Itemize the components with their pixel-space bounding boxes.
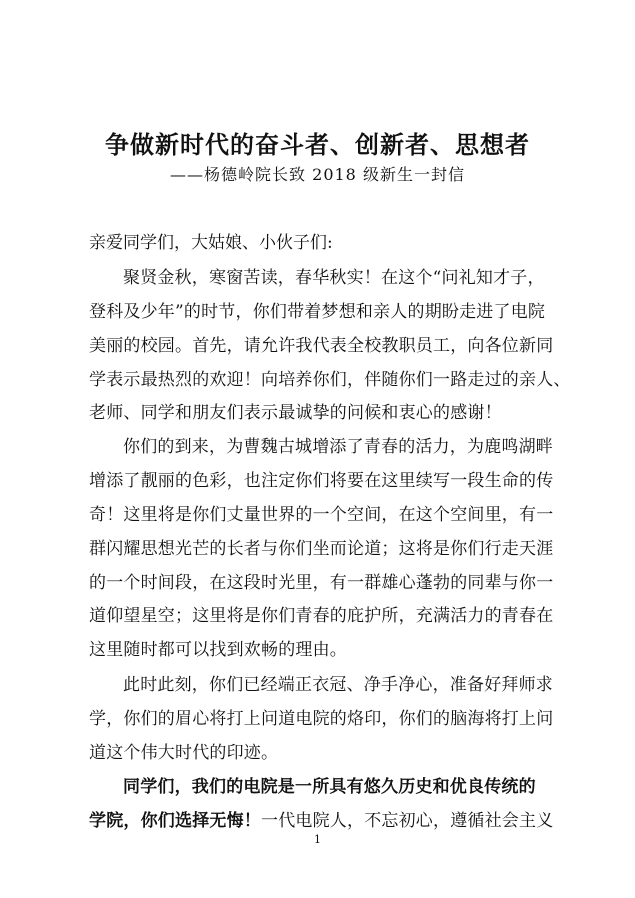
paragraph-1-line-5: 老师、同学和朋友们表示最诚挚的问候和衷心的感谢！ (89, 403, 502, 423)
paragraph-2-line-6: 道仰望星空；这里将是你们青春的庇护所，充满活力的青春在 (89, 606, 554, 626)
paragraph-2-line-1: 你们的到来，为曹魏古城增添了青春的活力，为鹿鸣湖畔 (123, 437, 553, 457)
paragraph-4-line-1: 同学们，我们的电院是一所具有悠久历史和优良传统的 (123, 777, 536, 797)
salutation: 亲爱同学们，大姑娘、小伙子们: (89, 233, 333, 253)
paragraph-3-line-3: 道这个伟大时代的印迹。 (89, 743, 279, 763)
paragraph-3-line-2: 学，你们的眉心将打上问道电院的烙印，你们的脑海将打上问 (89, 709, 554, 729)
paragraph-1-line-3: 美丽的校园。首先，请允许我代表全校教职员工，向各位新同 (89, 336, 554, 356)
paragraph-2-line-4: 群闪耀思想光芒的长者与你们坐而论道；这将是你们行走天涯 (89, 539, 554, 559)
paragraph-4-line-2 (89, 806, 553, 831)
paragraph-1-line-4: 学表示最热烈的欢迎！向培养你们，伴随你们一路走过的亲人、 (89, 370, 571, 390)
paragraph-1-line-1: 聚贤金秋，寒窗苦读，春华秋实！在这个“问礼知才子， (123, 268, 545, 288)
page-number: 1 (314, 833, 321, 846)
document-subtitle: ——杨德岭院长致 2018 级新生一封信 (170, 165, 465, 184)
paragraph-2-line-3: 奇！这里将是你们丈量世界的一个空间，在这个空间里，有一 (89, 505, 554, 525)
paragraph-1-line-2: 登科及少年”的时节，你们带着梦想和亲人的期盼走进了电院 (89, 302, 546, 322)
paragraph-3-line-1: 此时此刻，你们已经端正衣冠、净手净心，准备好拜师求 (123, 675, 553, 695)
paragraph-4-line-2-bold: 学院，你们选择无悔！ (89, 811, 261, 831)
paragraph-4-line-2-rest: 一代电院人，不忘初心，遵循社会主义 (261, 811, 554, 831)
paragraph-2-line-5: 的一个时间段，在这段时光里，有一群雄心蓬勃的同辈与你一 (89, 573, 554, 593)
paragraph-2-line-7: 这里随时都可以找到欢畅的理由。 (89, 640, 347, 660)
document-title: 争做新时代的奋斗者、创新者、思想者 (105, 130, 530, 159)
paragraph-2-line-2: 增添了靓丽的色彩，也注定你们将要在这里续写一段生命的传 (89, 471, 554, 491)
